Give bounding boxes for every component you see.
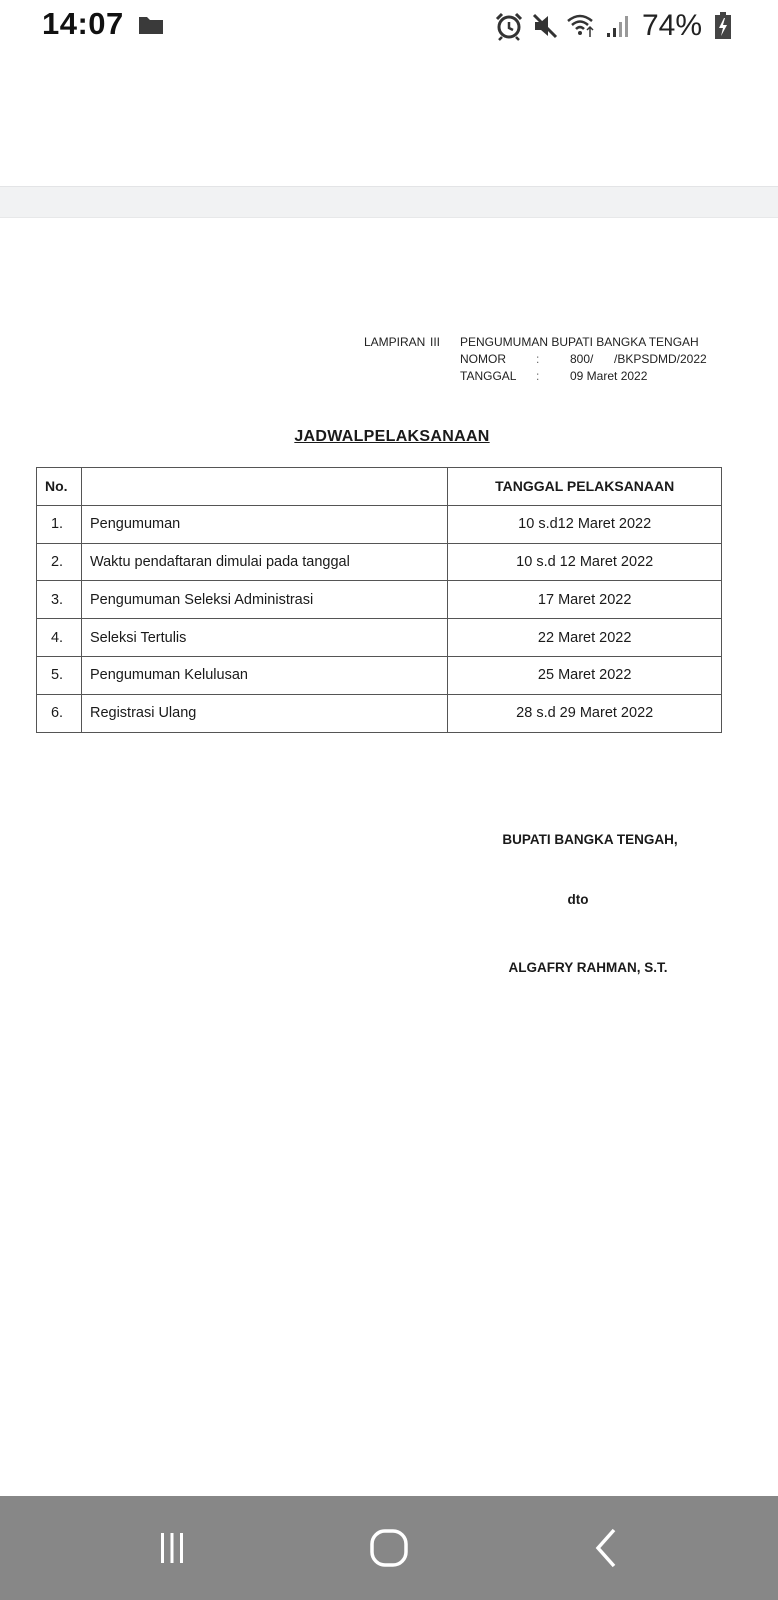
table-row [37,619,722,657]
back-icon [587,1526,627,1570]
lampiran-number: III [430,335,441,349]
header-activity [81,468,447,506]
folder-icon [138,15,164,35]
battery-percent: 74% [641,9,702,42]
document-title [0,428,778,446]
row-no: 2. [37,543,82,581]
nomor-value-2: /BKPSDMD/2022 [614,352,707,366]
wifi-icon [566,11,596,41]
signature-title: BUPATI BANGKA TENGAH, [502,832,678,847]
home-button[interactable] [364,1526,414,1570]
row-no: 5. [37,656,82,694]
table-row [37,694,722,732]
table-row [37,505,722,543]
tanggal-value: 09 Maret 2022 [570,369,648,383]
row-activity: Seleksi Tertulis [81,619,447,657]
row-date: 28 s.d 29 Maret 2022 [448,694,722,732]
tanggal-label: TANGGAL [460,369,517,383]
battery-charging-icon [714,12,732,40]
lampiran-title: PENGUMUMAN BUPATI BANGKA TENGAH [460,335,699,349]
header-no: No. [37,468,82,506]
status-time: 14:07 [42,6,124,41]
row-activity: Registrasi Ulang [81,694,447,732]
row-date: 10 s.d 12 Maret 2022 [448,543,722,581]
schedule-table [36,467,722,733]
table-row [37,543,722,581]
table-row [37,581,722,619]
row-date: 22 Maret 2022 [448,619,722,657]
row-activity: Pengumuman Kelulusan [81,656,447,694]
nomor-label: NOMOR [460,352,506,366]
nomor-separator: : [536,352,540,366]
status-icons [494,8,732,44]
row-date: 10 s.d12 Maret 2022 [448,505,722,543]
status-bar [0,0,778,52]
row-activity: Pengumuman [81,505,447,543]
table-row [37,656,722,694]
mute-icon [530,11,560,41]
document-header-block [364,334,707,385]
row-activity: Pengumuman Seleksi Administrasi [81,581,447,619]
recent-apps-button[interactable] [147,1526,197,1570]
home-icon [367,1526,411,1570]
viewer-toolbar-band [0,186,778,218]
tanggal-separator: : [536,369,540,383]
row-date: 17 Maret 2022 [448,581,722,619]
recent-apps-icon [152,1528,192,1568]
lampiran-label: LAMPIRAN [364,335,426,349]
nomor-value-1: 800/ [570,352,594,366]
row-date: 25 Maret 2022 [448,656,722,694]
row-no: 6. [37,694,82,732]
signal-icon [602,11,632,41]
signature-name: ALGAFRY RAHMAN, S.T. [508,960,668,975]
alarm-icon [494,11,524,41]
row-no: 3. [37,581,82,619]
table-header-row [37,468,722,506]
navigation-bar [0,1496,778,1600]
row-no: 1. [37,505,82,543]
header-date: TANGGAL PELAKSANAAN [448,468,722,506]
document-title-text: JADWALPELAKSANAAN [294,428,490,445]
row-no: 4. [37,619,82,657]
row-activity: Waktu pendaftaran dimulai pada tanggal [81,543,447,581]
back-button[interactable] [582,1526,632,1570]
signature-dto: dto [567,892,589,907]
